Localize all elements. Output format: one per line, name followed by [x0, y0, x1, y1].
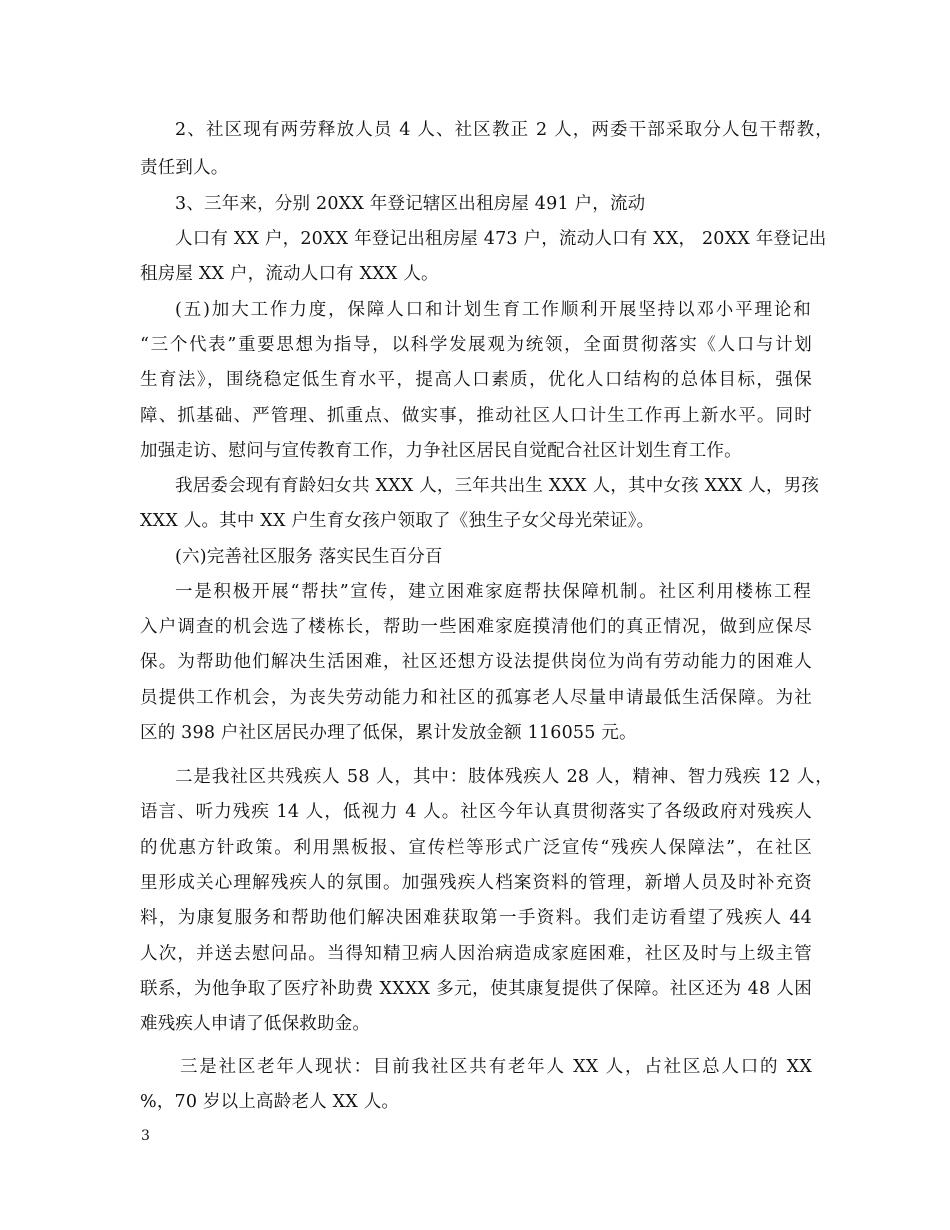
paragraph-line: 3、三年来，分别 20XX 年登记辖区出租房屋 491 户，流动: [175, 194, 646, 214]
paragraph-line: 料，为康复服务和帮助他们解决困难获取第一手资料。我们走访看望了残疾人 44: [140, 908, 812, 928]
paragraph-line: %，70 岁以上高龄老人 XX 人。: [140, 1092, 400, 1112]
paragraph-line: XXX 人。其中 XX 户生育女孩户领取了《独生子女父母光荣证》。: [140, 511, 655, 531]
paragraph-line: 人口有 XX 户，20XX 年登记出租房屋 473 户，流动人口有 XX， 20XX 年登记出: [175, 229, 827, 249]
paragraph-line: 保。为帮助他们解决生活困难，社区还想方设法提供岗位为尚有劳动能力的困难人: [140, 652, 812, 672]
paragraph-line: 入户调查的机会选了楼栋长，帮助一些困难家庭摸清他们的真正情况，做到应保尽: [140, 617, 812, 637]
paragraph-line: 三是社区老年人现状：目前我社区共有老年人 XX 人，占社区总人口的 XX: [180, 1057, 812, 1077]
paragraph-line: 里形成关心理解残疾人的氛围。加强残疾人档案资料的管理，新增人员及时补充资: [140, 873, 812, 893]
paragraph-line: 我居委会现有育龄妇女共 XXX 人，三年共出生 XXX 人，其中女孩 XXX 人，男孩: [175, 476, 820, 496]
paragraph-line: (五)加大工作力度，保障人口和计划生育工作顺利开展坚持以邓小平理论和: [175, 300, 811, 320]
paragraph-line: 难残疾人申请了低保救助金。: [140, 1014, 371, 1034]
paragraph-line: 的优惠方针政策。利用黑板报、宣传栏等形式广泛宣传“残疾人保障法”，在社区: [140, 838, 812, 858]
paragraph-line: 加强走访、慰问与宣传教育工作，力争社区居民自觉配合社区计划生育工作。: [140, 441, 742, 461]
paragraph-line: 二是我社区共残疾人 58 人，其中：肢体残疾人 28 人，精神、智力残疾 12 人，: [175, 767, 833, 787]
section-heading: (六)完善社区服务 落实民生百分百: [175, 547, 443, 567]
paragraph-line: 语言、听力残疾 14 人，低视力 4 人。社区今年认真贯彻落实了各级政府对残疾人: [140, 802, 812, 822]
paragraph-line: 人次，并送去慰问品。当得知精卫病人因治病造成家庭困难，社区及时与上级主管: [140, 944, 812, 964]
paragraph-line: 2、社区现有两劳释放人员 4 人、社区教正 2 人，两委干部采取分人包干帮教，: [175, 120, 833, 140]
paragraph-line: 生育法》，围绕稳定低生育水平，提高人口素质，优化人口结构的总体目标，强保: [140, 370, 812, 390]
paragraph-line: 一是积极开展“帮扶”宣传，建立困难家庭帮扶保障机制。社区利用楼栋工程: [175, 582, 811, 602]
page-number: 3: [141, 1128, 150, 1144]
paragraph-line: “三个代表”重要思想为指导，以科学发展观为统领，全面贯彻落实《人口与计划: [140, 335, 812, 355]
paragraph-line: 租房屋 XX 户，流动人口有 XXX 人。: [140, 264, 439, 284]
paragraph-line: 责任到人。: [140, 158, 229, 178]
paragraph-line: 区的 398 户社区居民办理了低保，累计发放金额 116055 元。: [140, 723, 637, 743]
paragraph-line: 联系，为他争取了医疗补助费 XXXX 多元，使其康复提供了保障。社区还为 48 人困: [140, 979, 812, 999]
paragraph-line: 障、抓基础、严管理、抓重点、做实事，推动社区人口计生工作再上新水平。同时: [140, 406, 812, 426]
paragraph-line: 员提供工作机会，为丧失劳动能力和社区的孤寡老人尽量申请最低生活保障。为社: [140, 688, 812, 708]
